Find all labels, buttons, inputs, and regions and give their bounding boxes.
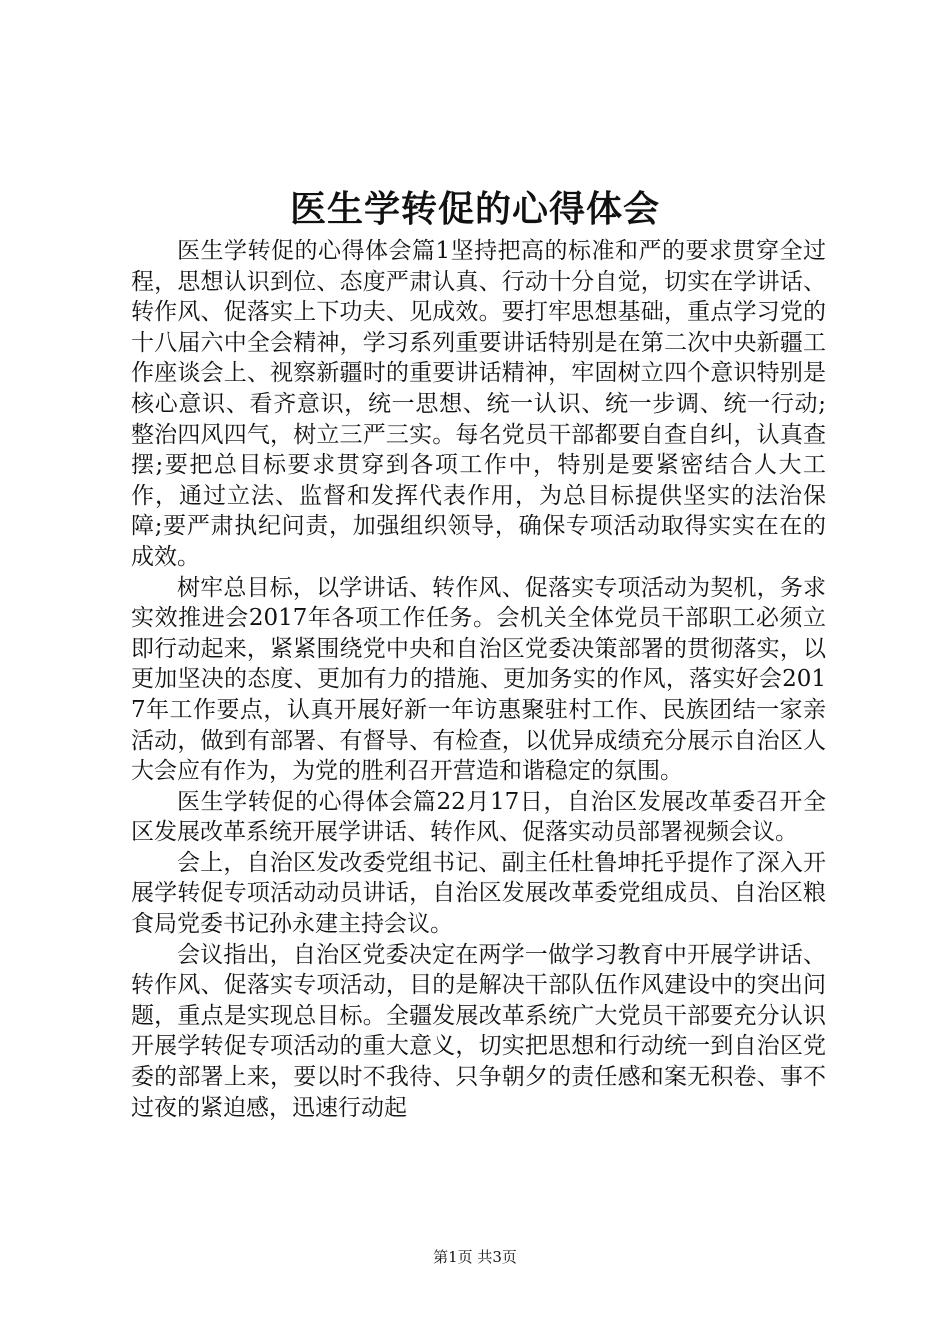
page-footer: 第1页 共3页 (433, 1248, 517, 1266)
paragraph: 医生学转促的心得体会篇22月17日，自治区发展改革委召开全区发展改革系统开展学讲话、转作风、促落实动员部署视频会议。 (131, 788, 826, 846)
paragraph: 会议指出，自治区党委决定在两学一做学习教育中开展学讲话、转作风、促落实专项活动，目的是解决干部队伍作风建设中的突出问题，重点是实现总目标。全疆发展改革系统广大党员干部要充分认识开展学转促专项活动的重大意义，切实把思想和行动统一到自治区党委的部署上来，要以时不我待、只争朝夕的责任感和案无积卷、事不过夜的紧迫感，迅速行动起 (131, 941, 826, 1121)
paragraph: 树牢总目标，以学讲话、转作风、促落实专项活动为契机，务求实效推进会2017年各项工作任务。会机关全体党员干部职工必须立即行动起来，紧紧围绕党中央和自治区党委决策部署的贯彻落实，以更加坚决的态度、更加有力的措施、更加务实的作风，落实好会2017年工作要点，认真开展好新一年访惠聚驻村工作、民族团结一家亲活动，做到有部署、有督导、有检查，以优异成绩充分展示自治区人大会应有作为，为党的胜利召开营造和谐稳定的氛围。 (131, 574, 826, 785)
document-title: 医生学转促的心得体会 (289, 188, 660, 230)
paragraph: 医生学转促的心得体会篇1坚持把高的标准和严的要求贯穿全过程，思想认识到位、态度严肃认真、行动十分自觉，切实在学讲话、转作风、促落实上下功夫、见成效。要打牢思想基础，重点学习党的十八届六中全会精神，学习系列重要讲话特别是在第二次中央新疆工作座谈会上、视察新疆时的重要讲话精神，牢固树立四个意识特别是核心意识、看齐意识，统一思想、统一认识、统一步调、统一行动;整治四风四气，树立三严三实。每名党员干部都要自查自纠，认真查摆;要把总目标要求贯穿到各项工作中，特别是要紧密结合人大工作，通过立法、监督和发挥代表作用，为总目标提供坚实的法治保障;要严肃执纪问责，加强组织领导，确保专项活动取得实实在在的成效。 (131, 238, 826, 570)
document-body (131, 236, 826, 1123)
paragraph: 会上，自治区发改委党组书记、副主任杜鲁坤托乎提作了深入开展学转促专项活动动员讲话，自治区发展改革委党组成员、自治区粮食局党委书记孙永建主持会议。 (131, 849, 826, 938)
